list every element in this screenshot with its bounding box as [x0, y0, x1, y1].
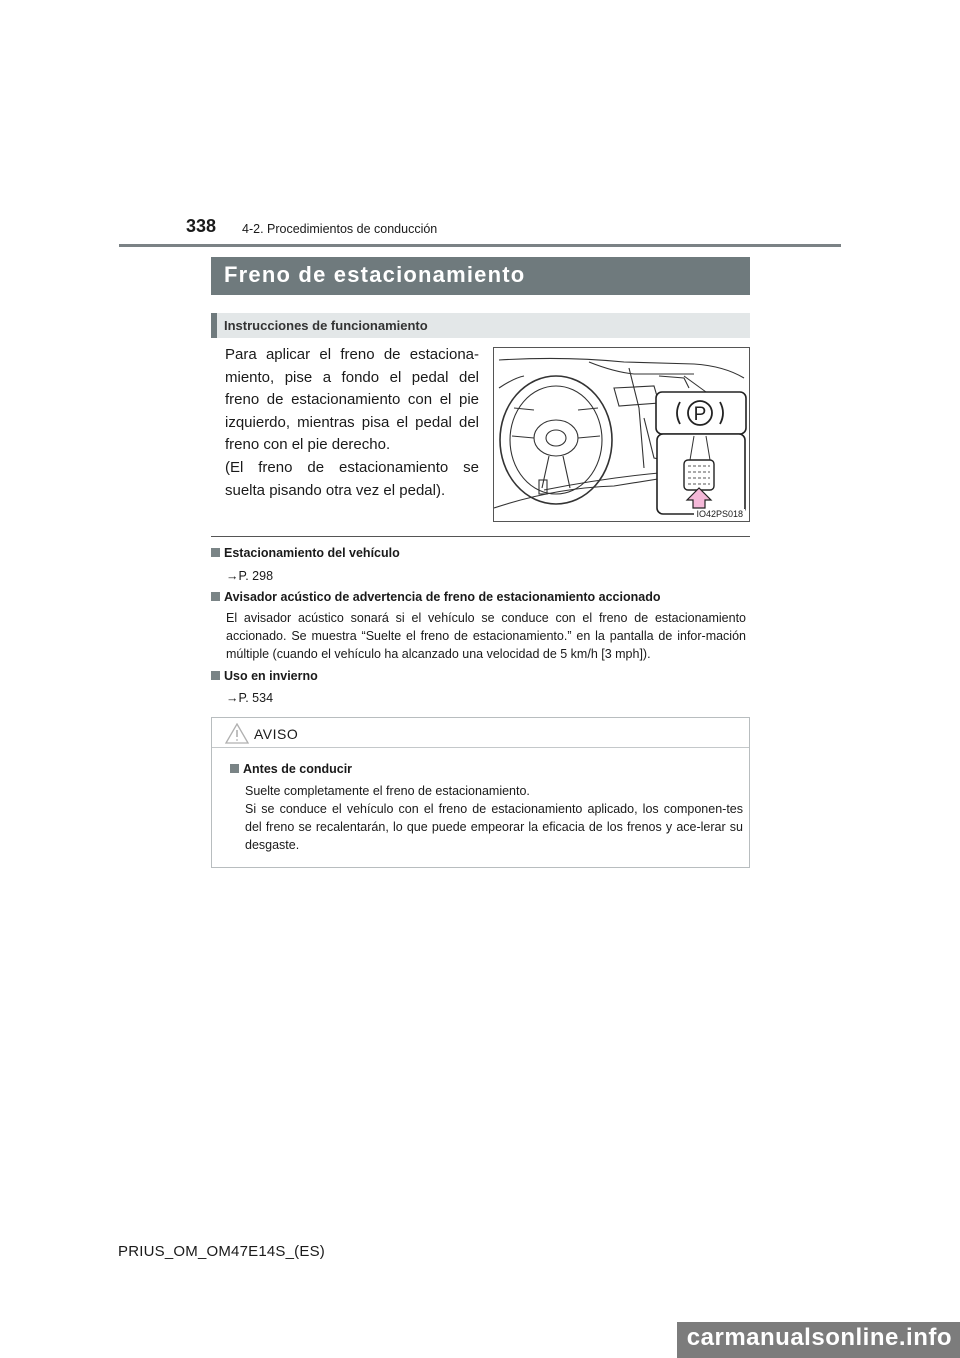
note-body: El avisador acústico sonará si el vehículo se conduce con el freno de estacionamiento accionado. Se muestra “Suelte el freno de estacionamiento.” en la pantalla de infor-mación múltiple (cuando el vehículo ha alcanzado una velocidad de 5 km/h [3 mph]).: [226, 611, 746, 661]
note-reference: →P. 298: [226, 569, 274, 583]
footer-code: PRIUS_OM_OM47E14S_(ES): [118, 1243, 325, 1260]
warning-item-heading: [230, 762, 352, 776]
warning-item-body: Suelte completamente el freno de estacionamiento. Si se conduce el vehículo con el freno de estacionamiento aplicado, los componen-tes del freno se recalentarán, lo que puede empeorar la eficacia de los frenos y ace-lerar su desgaste.: [245, 784, 743, 852]
parking-brake-illustration: [493, 347, 750, 522]
note-title: Uso en invierno: [224, 669, 318, 683]
note-title: Estacionamiento del vehículo: [224, 546, 400, 560]
figure-code: IO42PS018: [696, 509, 743, 519]
note-reference: →P. 534: [226, 691, 274, 705]
page-number: 338: [186, 216, 217, 236]
title-bar: [211, 257, 750, 295]
header-divider: [119, 244, 841, 247]
warning-triangle-icon: [225, 723, 249, 744]
parking-indicator-label: P: [693, 404, 707, 425]
bullet-square-icon: [211, 548, 220, 557]
section-divider: [211, 536, 750, 537]
watermark-text: carmanualsonline.info: [686, 1324, 952, 1351]
warning-box: [211, 717, 750, 868]
bullet-square-icon: [211, 592, 220, 601]
subsection-title: Instrucciones de funcionamiento: [224, 318, 428, 333]
bullet-square-icon: [230, 764, 239, 773]
warning-item-title: Antes de conducir: [243, 762, 353, 776]
page-title: Freno de estacionamiento: [224, 262, 526, 287]
intro-text-block: [225, 344, 479, 502]
cockpit-drawing: [494, 348, 749, 521]
bullet-square-icon: [211, 671, 220, 680]
note-heading-winter: [211, 669, 318, 683]
pedal-callout: [657, 434, 745, 514]
intro-paragraph: Para aplicar el freno de estaciona-miento, pise a fondo el pedal del freno de estacionamiento con el pie izquierdo, mientras pisa el pedal del freno con el pie derecho.: [225, 346, 479, 454]
note-heading-buzzer: [211, 590, 660, 604]
section-label: 4-2. Procedimientos de conducción: [242, 222, 438, 236]
subsection-accent: [211, 313, 217, 338]
note-title: Avisador acústico de advertencia de freno de estacionamiento accionado: [224, 590, 661, 604]
intro-note: (El freno de estacionamiento se suelta pisando otra vez el pedal).: [225, 458, 479, 499]
watermark: [677, 1322, 960, 1358]
warning-title: AVISO: [254, 726, 299, 742]
warning-divider: [212, 747, 749, 748]
subsection-bar: [211, 313, 750, 338]
note-heading-parking: [211, 546, 400, 560]
